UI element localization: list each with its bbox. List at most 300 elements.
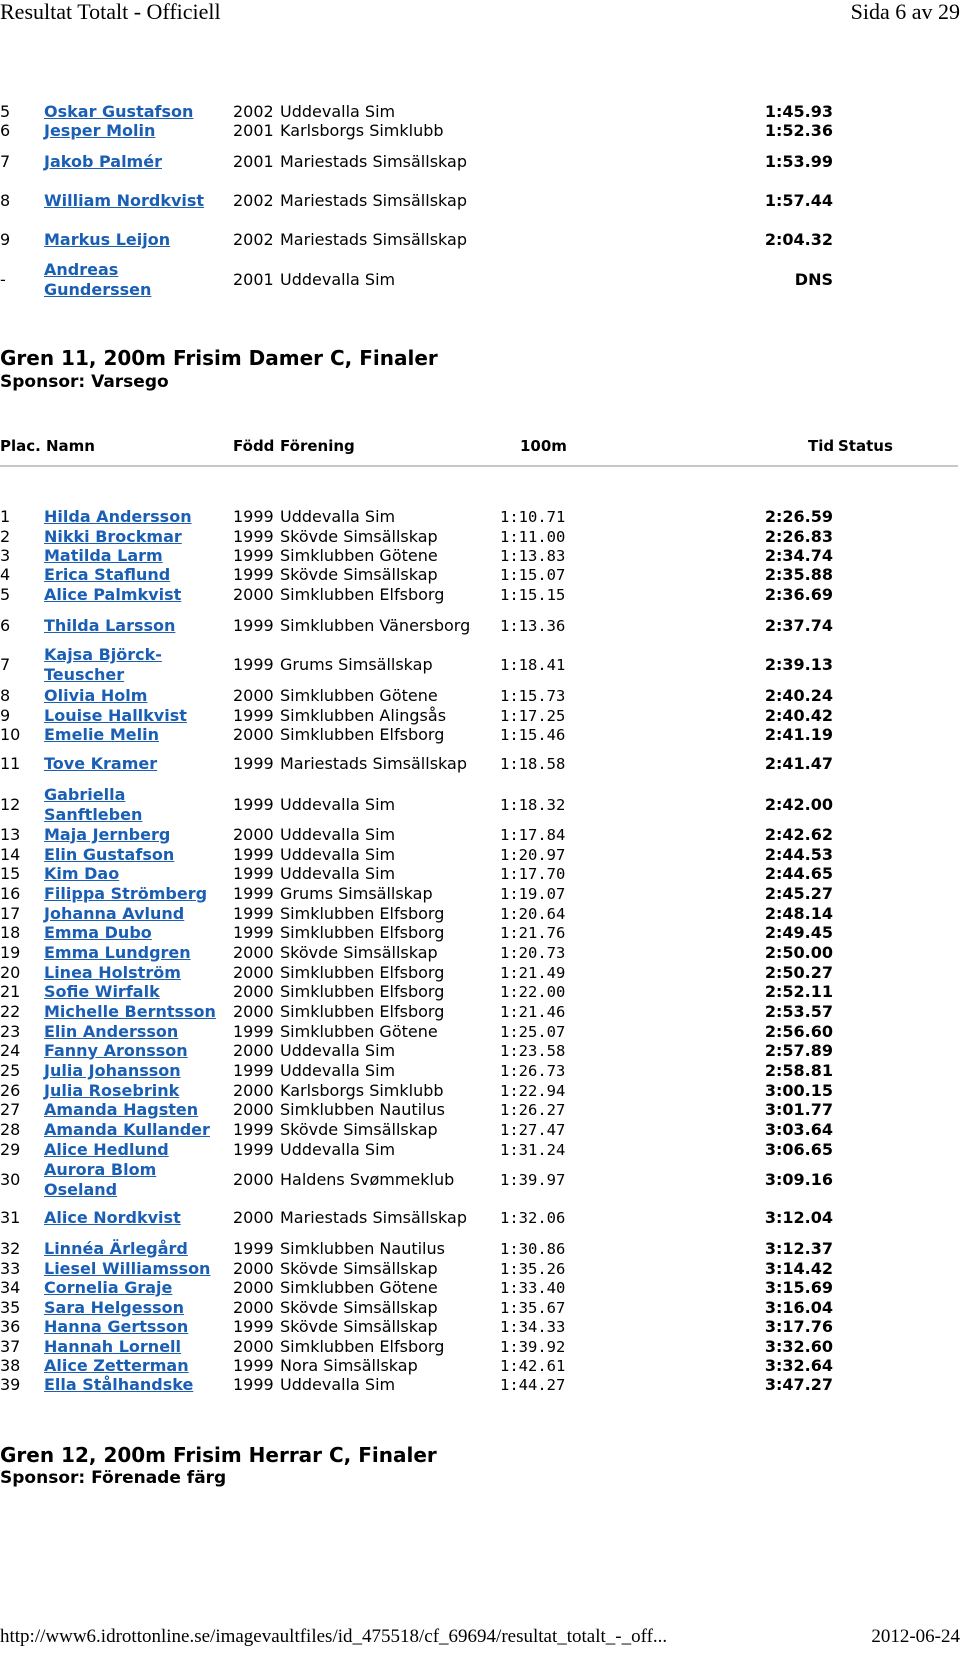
club-cell xyxy=(280,1277,500,1298)
split-100m-cell xyxy=(500,1139,600,1160)
club-cell xyxy=(280,1316,500,1337)
place-cell xyxy=(0,744,40,784)
birth-year-text: 1999 xyxy=(233,1316,274,1336)
club-text: Simklubben Elfsborg xyxy=(280,1001,445,1021)
swimmer-name-link[interactable]: Liesel Williamsson xyxy=(44,1258,211,1278)
club-text: Uddevalla Sim xyxy=(280,101,396,121)
place-text: 5 xyxy=(0,584,11,604)
club-text: Karlsborgs Simklubb xyxy=(280,120,444,140)
split-100m-text: 1:26.73 xyxy=(500,1061,566,1080)
birth-year-text: 1999 xyxy=(233,705,274,725)
result-row xyxy=(0,220,960,260)
birth-year-cell xyxy=(233,1297,277,1318)
split-100m-cell xyxy=(500,844,600,865)
club-cell xyxy=(280,645,500,685)
club-cell xyxy=(280,903,500,924)
club-text: Simklubben Götene xyxy=(280,1021,438,1041)
final-time-cell xyxy=(700,220,833,260)
result-row xyxy=(0,1238,960,1259)
club-cell xyxy=(280,260,500,300)
birth-year-cell xyxy=(233,705,277,726)
swimmer-name-link[interactable]: Linea Holström xyxy=(44,962,181,982)
result-row xyxy=(0,863,960,884)
place-text: 2 xyxy=(0,526,11,546)
split-100m-text: 1:23.58 xyxy=(500,1041,566,1060)
place-cell xyxy=(0,981,40,1002)
swimmer-name-link[interactable]: Matilda Larm xyxy=(44,545,163,565)
swimmer-name-link[interactable]: Louise Hallkvist xyxy=(44,705,187,725)
final-time-cell xyxy=(700,724,833,745)
swimmer-name-link[interactable]: Kajsa Björck-Teuscher xyxy=(44,645,162,684)
birth-year-cell xyxy=(233,101,277,122)
swimmer-name-link[interactable]: Julia Rosebrink xyxy=(44,1080,180,1100)
split-100m-cell xyxy=(500,506,600,527)
birth-year-cell xyxy=(233,1374,277,1395)
split-100m-text: 1:26.27 xyxy=(500,1100,566,1119)
final-time-text: 2:50.00 xyxy=(764,942,833,962)
place-text: 9 xyxy=(0,705,11,725)
birth-year-text: 2001 xyxy=(233,270,274,289)
result-row xyxy=(0,1316,960,1337)
place-text: 26 xyxy=(0,1080,21,1100)
swimmer-name-link[interactable]: Michelle Berntsson xyxy=(44,1001,216,1021)
club-cell xyxy=(280,705,500,726)
swimmer-name-cell xyxy=(44,1258,224,1279)
final-time-cell xyxy=(700,526,833,547)
place-text: 10 xyxy=(0,724,21,744)
result-row xyxy=(0,606,960,646)
swimmer-name-cell xyxy=(44,685,224,706)
club-text: Uddevalla Sim xyxy=(280,506,396,526)
place-cell xyxy=(0,584,40,605)
swimmer-name-link[interactable]: Aurora Blom Oseland xyxy=(44,1160,157,1199)
club-text: Mariestads Simsällskap xyxy=(280,1208,467,1227)
swimmer-name-link[interactable]: Thilda Larsson xyxy=(44,616,176,635)
final-time-text: 1:45.93 xyxy=(764,101,833,121)
header-divider xyxy=(0,465,958,467)
birth-year-text: 1999 xyxy=(233,754,274,773)
col-status: Status xyxy=(838,437,893,455)
final-time-cell xyxy=(700,1080,833,1101)
result-row xyxy=(0,142,960,182)
birth-year-text: 2000 xyxy=(233,685,274,705)
event-12-sponsor: Sponsor: Förenade färg xyxy=(0,1468,227,1488)
final-time-cell xyxy=(700,785,833,825)
birth-year-cell xyxy=(233,564,277,585)
final-time-text: 2:45.27 xyxy=(764,883,833,903)
swimmer-name-link[interactable]: Gabriella Sanftleben xyxy=(44,785,143,824)
final-time-cell xyxy=(700,1297,833,1318)
birth-year-cell xyxy=(233,922,277,943)
place-text: 32 xyxy=(0,1238,21,1258)
birth-year-text: 2000 xyxy=(233,1040,274,1060)
swimmer-name-link[interactable]: Hannah Lornell xyxy=(44,1336,182,1356)
birth-year-cell xyxy=(233,1040,277,1061)
birth-year-cell xyxy=(233,260,277,300)
split-100m-text: 1:21.49 xyxy=(500,963,566,982)
swimmer-name-link[interactable]: Hilda Andersson xyxy=(44,506,192,526)
club-text: Simklubben Elfsborg xyxy=(280,584,445,604)
club-cell xyxy=(280,744,500,784)
birth-year-cell xyxy=(233,1099,277,1120)
club-text: Simklubben Elfsborg xyxy=(280,724,445,744)
place-cell xyxy=(0,545,40,566)
club-text: Uddevalla Sim xyxy=(280,844,396,864)
birth-year-text: 1999 xyxy=(233,655,274,674)
place-cell xyxy=(0,942,40,963)
place-text: 33 xyxy=(0,1258,21,1278)
split-100m-cell xyxy=(500,1258,600,1279)
split-100m-cell xyxy=(500,1316,600,1337)
swimmer-name-link[interactable]: Alice Zetterman xyxy=(44,1355,189,1375)
result-row xyxy=(0,101,960,122)
swimmer-name-link[interactable]: Emma Dubo xyxy=(44,922,152,942)
final-time-text: 2:49.45 xyxy=(764,922,833,942)
swimmer-name-cell xyxy=(44,903,224,924)
final-time-cell xyxy=(700,545,833,566)
swimmer-name-link[interactable]: Oskar Gustafson xyxy=(44,101,194,121)
birth-year-text: 2002 xyxy=(233,101,274,121)
swimmer-name-cell xyxy=(44,645,224,685)
swimmer-name-link[interactable]: Kim Dao xyxy=(44,863,120,883)
swimmer-name-link[interactable]: Sofie Wirfalk xyxy=(44,981,160,1001)
birth-year-cell xyxy=(233,1060,277,1081)
birth-year-text: 1999 xyxy=(233,1021,274,1041)
club-text: Uddevalla Sim xyxy=(280,1374,396,1394)
split-100m-cell xyxy=(500,863,600,884)
split-100m-text: 1:10.71 xyxy=(500,507,566,526)
swimmer-name-link[interactable]: Andreas Gunderssen xyxy=(44,260,152,299)
birth-year-text: 1999 xyxy=(233,903,274,923)
club-cell xyxy=(280,1080,500,1101)
birth-year-text: 2000 xyxy=(233,1258,274,1278)
birth-year-cell xyxy=(233,1160,277,1200)
club-cell xyxy=(280,1021,500,1042)
swimmer-name-cell xyxy=(44,142,224,182)
club-cell xyxy=(280,1336,500,1357)
swimmer-name-link[interactable]: Jesper Molin xyxy=(44,120,156,140)
place-cell xyxy=(0,526,40,547)
club-text: Karlsborgs Simklubb xyxy=(280,1080,444,1100)
result-row xyxy=(0,526,960,547)
place-cell xyxy=(0,1060,40,1081)
col-club: Förening xyxy=(280,437,355,455)
swimmer-name-link[interactable]: Hanna Gertsson xyxy=(44,1316,189,1336)
final-time-cell xyxy=(700,705,833,726)
result-row xyxy=(0,1297,960,1318)
club-text: Uddevalla Sim xyxy=(280,1060,396,1080)
birth-year-text: 1999 xyxy=(233,1119,274,1139)
final-time-text: 2:40.42 xyxy=(764,705,833,725)
event-11-sponsor: Sponsor: Varsego xyxy=(0,372,169,392)
club-cell xyxy=(280,101,500,122)
split-100m-cell xyxy=(500,120,600,141)
place-cell xyxy=(0,606,40,646)
place-text: 6 xyxy=(0,616,11,635)
place-cell xyxy=(0,962,40,983)
split-100m-cell xyxy=(500,903,600,924)
swimmer-name-link[interactable]: Ella Stålhandske xyxy=(44,1374,194,1394)
club-text: Uddevalla Sim xyxy=(280,824,396,844)
swimmer-name-link[interactable]: Nikki Brockmar xyxy=(44,526,182,546)
club-cell xyxy=(280,1297,500,1318)
swimmer-name-link[interactable]: Maja Jernberg xyxy=(44,824,171,844)
birth-year-text: 2000 xyxy=(233,1099,274,1119)
split-100m-text: 1:18.32 xyxy=(500,796,566,814)
club-text: Mariestads Simsällskap xyxy=(280,152,467,171)
club-text: Skövde Simsällskap xyxy=(280,1297,438,1317)
split-100m-cell xyxy=(500,1355,600,1376)
club-cell xyxy=(280,1040,500,1061)
split-100m-cell xyxy=(500,181,600,221)
birth-year-cell xyxy=(233,1238,277,1259)
split-100m-cell xyxy=(500,685,600,706)
final-time-text: 2:04.32 xyxy=(764,230,833,249)
final-time-text: 2:42.62 xyxy=(764,824,833,844)
place-cell xyxy=(0,1198,40,1238)
result-row xyxy=(0,1374,960,1395)
place-text: 24 xyxy=(0,1040,21,1060)
swimmer-name-link[interactable]: Linnéa Ärlegård xyxy=(44,1238,188,1258)
birth-year-text: 2000 xyxy=(233,824,274,844)
place-text: 12 xyxy=(0,795,21,814)
final-time-text: 3:03.64 xyxy=(764,1119,833,1139)
swimmer-name-link[interactable]: Emelie Melin xyxy=(44,724,159,744)
swimmer-name-link[interactable]: Tove Kramer xyxy=(44,754,158,773)
swimmer-name-cell xyxy=(44,1198,224,1238)
place-text: 34 xyxy=(0,1277,21,1297)
place-text: 35 xyxy=(0,1297,21,1317)
final-time-cell xyxy=(700,1336,833,1357)
swimmer-name-link[interactable]: Elin Andersson xyxy=(44,1021,179,1041)
birth-year-text: 1999 xyxy=(233,863,274,883)
split-100m-text: 1:25.07 xyxy=(500,1022,566,1041)
birth-year-cell xyxy=(233,526,277,547)
split-100m-text: 1:44.27 xyxy=(500,1375,566,1394)
final-time-cell xyxy=(700,1277,833,1298)
final-time-text: 2:36.69 xyxy=(764,584,833,604)
final-time-text: 2:26.83 xyxy=(764,526,833,546)
place-cell xyxy=(0,1001,40,1022)
col-place: Plac. xyxy=(0,437,41,455)
place-text: 4 xyxy=(0,564,11,584)
swimmer-name-cell xyxy=(44,1160,224,1200)
swimmer-name-link[interactable]: Alice Hedlund xyxy=(44,1139,169,1159)
final-time-text: 1:57.44 xyxy=(764,191,833,210)
birth-year-cell xyxy=(233,1021,277,1042)
final-time-cell xyxy=(700,942,833,963)
place-cell xyxy=(0,1080,40,1101)
split-100m-text: 1:15.73 xyxy=(500,686,566,705)
final-time-cell xyxy=(700,181,833,221)
birth-year-cell xyxy=(233,1336,277,1357)
place-text: 6 xyxy=(0,120,11,140)
club-cell xyxy=(280,120,500,141)
document-title: Resultat Totalt - Officiell xyxy=(0,0,221,24)
split-100m-cell xyxy=(500,705,600,726)
split-100m-cell xyxy=(500,645,600,685)
split-100m-text: 1:18.41 xyxy=(500,656,566,674)
swimmer-name-cell xyxy=(44,526,224,547)
swimmer-name-link[interactable]: William Nordkvist xyxy=(44,191,205,210)
split-100m-text: 1:33.40 xyxy=(500,1278,566,1297)
result-row xyxy=(0,705,960,726)
final-time-text: 3:16.04 xyxy=(764,1297,833,1317)
result-row xyxy=(0,1040,960,1061)
place-text: 31 xyxy=(0,1208,21,1227)
swimmer-name-link[interactable]: Jakob Palmér xyxy=(44,152,162,171)
final-time-text: 1:53.99 xyxy=(764,152,833,171)
club-cell xyxy=(280,181,500,221)
swimmer-name-link[interactable]: Elin Gustafson xyxy=(44,844,175,864)
split-100m-text: 1:39.97 xyxy=(500,1171,566,1189)
birth-year-cell xyxy=(233,785,277,825)
swimmer-name-link[interactable]: Alice Nordkvist xyxy=(44,1208,181,1227)
final-time-cell xyxy=(700,922,833,943)
birth-year-text: 2001 xyxy=(233,120,274,140)
final-time-cell xyxy=(700,1374,833,1395)
swimmer-name-cell xyxy=(44,1001,224,1022)
split-100m-cell xyxy=(500,962,600,983)
swimmer-name-link[interactable]: Fanny Aronsson xyxy=(44,1040,188,1060)
swimmer-name-cell xyxy=(44,584,224,605)
birth-year-cell xyxy=(233,883,277,904)
final-time-text: 3:12.04 xyxy=(764,1208,833,1227)
split-100m-cell xyxy=(500,1099,600,1120)
birth-year-cell xyxy=(233,863,277,884)
swimmer-name-cell xyxy=(44,1238,224,1259)
swimmer-name-link[interactable]: Emma Lundgren xyxy=(44,942,191,962)
birth-year-cell xyxy=(233,1258,277,1279)
final-time-text: 3:09.16 xyxy=(764,1170,833,1189)
split-100m-cell xyxy=(500,883,600,904)
split-100m-text: 1:15.07 xyxy=(500,565,566,584)
place-cell xyxy=(0,645,40,685)
final-time-cell xyxy=(700,1160,833,1200)
club-text: Skövde Simsällskap xyxy=(280,1119,438,1139)
split-100m-cell xyxy=(500,1277,600,1298)
swimmer-name-link[interactable]: Sara Helgesson xyxy=(44,1297,185,1317)
swimmer-name-cell xyxy=(44,863,224,884)
birth-year-text: 1999 xyxy=(233,506,274,526)
birth-year-text: 2001 xyxy=(233,152,274,171)
result-row xyxy=(0,1336,960,1357)
swimmer-name-link[interactable]: Alice Palmkvist xyxy=(44,584,182,604)
swimmer-name-link[interactable]: Julia Johansson xyxy=(44,1060,181,1080)
split-100m-cell xyxy=(500,1119,600,1140)
final-time-cell xyxy=(700,142,833,182)
final-time-cell xyxy=(700,1040,833,1061)
place-text: 9 xyxy=(0,230,11,249)
split-100m-text: 1:13.36 xyxy=(500,617,566,635)
club-text: Simklubben Nautilus xyxy=(280,1099,445,1119)
birth-year-text: 1999 xyxy=(233,1355,274,1375)
place-text: 3 xyxy=(0,545,11,565)
final-time-text: 2:56.60 xyxy=(764,1021,833,1041)
result-row xyxy=(0,1060,960,1081)
swimmer-name-link[interactable]: Markus Leijon xyxy=(44,230,171,249)
swimmer-name-link[interactable]: Cornelia Graje xyxy=(44,1277,173,1297)
club-cell xyxy=(280,981,500,1002)
birth-year-cell xyxy=(233,545,277,566)
split-100m-text: 1:17.84 xyxy=(500,825,566,844)
final-time-cell xyxy=(700,903,833,924)
split-100m-cell xyxy=(500,1060,600,1081)
birth-year-text: 1999 xyxy=(233,1060,274,1080)
final-time-cell xyxy=(700,1060,833,1081)
split-100m-cell xyxy=(500,1238,600,1259)
birth-year-text: 1999 xyxy=(233,922,274,942)
final-time-cell xyxy=(700,1099,833,1120)
swimmer-name-link[interactable]: Johanna Avlund xyxy=(44,903,185,923)
birth-year-text: 1999 xyxy=(233,526,274,546)
swimmer-name-link[interactable]: Amanda Kullander xyxy=(44,1119,210,1139)
result-row xyxy=(0,785,960,825)
birth-year-cell xyxy=(233,962,277,983)
split-100m-text: 1:17.70 xyxy=(500,864,566,883)
place-cell xyxy=(0,724,40,745)
final-time-cell xyxy=(700,260,833,300)
birth-year-cell xyxy=(233,506,277,527)
final-time-text: 3:32.64 xyxy=(764,1355,833,1375)
club-text: Uddevalla Sim xyxy=(280,270,396,289)
swimmer-name-cell xyxy=(44,981,224,1002)
split-100m-cell xyxy=(500,744,600,784)
place-cell xyxy=(0,1374,40,1395)
birth-year-cell xyxy=(233,584,277,605)
split-100m-cell xyxy=(500,1001,600,1022)
place-cell xyxy=(0,1119,40,1140)
split-100m-text: 1:20.73 xyxy=(500,943,566,962)
place-text: 15 xyxy=(0,863,21,883)
birth-year-text: 1999 xyxy=(233,1238,274,1258)
final-time-cell xyxy=(700,1001,833,1022)
swimmer-name-link[interactable]: Filippa Strömberg xyxy=(44,883,208,903)
place-text: 11 xyxy=(0,754,21,773)
final-time-cell xyxy=(700,584,833,605)
swimmer-name-cell xyxy=(44,1374,224,1395)
club-text: Simklubben Elfsborg xyxy=(280,981,445,1001)
swimmer-name-link[interactable]: Amanda Hagsten xyxy=(44,1099,199,1119)
place-cell xyxy=(0,1139,40,1160)
col-time: Tid xyxy=(808,437,835,455)
swimmer-name-link[interactable]: Erica Staflund xyxy=(44,564,171,584)
club-cell xyxy=(280,142,500,182)
print-date: 2012-06-24 xyxy=(871,1626,960,1647)
split-100m-text: 1:27.47 xyxy=(500,1120,566,1139)
place-cell xyxy=(0,101,40,122)
birth-year-text: 2000 xyxy=(233,1277,274,1297)
final-time-text: 3:15.69 xyxy=(764,1277,833,1297)
swimmer-name-cell xyxy=(44,181,224,221)
birth-year-cell xyxy=(233,1355,277,1376)
birth-year-cell xyxy=(233,120,277,141)
place-cell xyxy=(0,1238,40,1259)
result-row xyxy=(0,1080,960,1101)
final-time-text: 2:35.88 xyxy=(764,564,833,584)
swimmer-name-cell xyxy=(44,844,224,865)
swimmer-name-link[interactable]: Olivia Holm xyxy=(44,685,148,705)
place-text: 23 xyxy=(0,1021,21,1041)
result-row xyxy=(0,545,960,566)
split-100m-cell xyxy=(500,785,600,825)
club-cell xyxy=(280,942,500,963)
place-text: 1 xyxy=(0,506,11,526)
club-text: Haldens Svømmeklub xyxy=(280,1170,455,1189)
split-100m-cell xyxy=(500,922,600,943)
club-text: Skövde Simsällskap xyxy=(280,1258,438,1278)
place-text: 14 xyxy=(0,844,21,864)
